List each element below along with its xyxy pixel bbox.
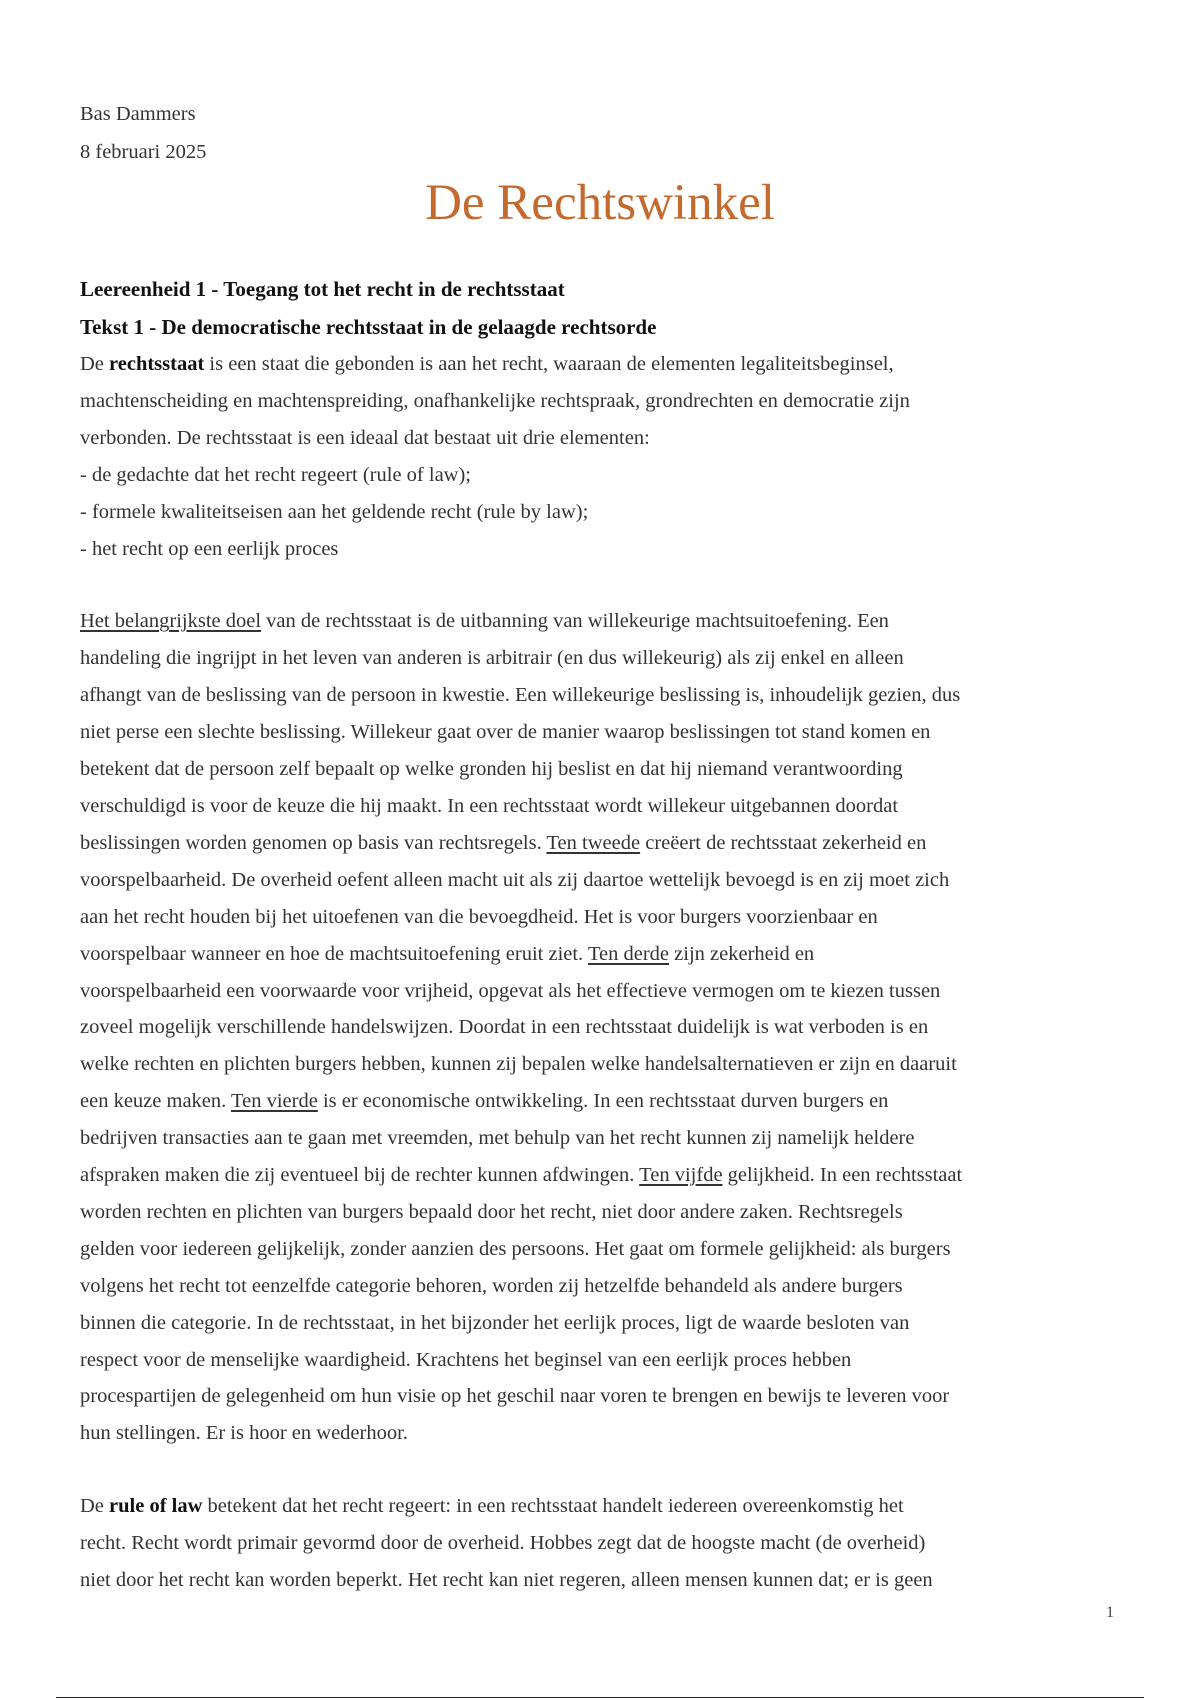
paragraph-line: procespartijen de gelegenheid om hun visie op het geschil naar voren te brengen en bewijs te leveren voor xyxy=(80,1385,950,1408)
paragraph-line: Het belangrijkste doel van de rechtsstaat is de uitbanning van willekeurige machtsuitoefening. Een xyxy=(80,610,889,633)
text-heading: Tekst 1 - De democratische rechtsstaat in de gelaagde rechtsorde xyxy=(80,314,657,339)
paragraph-line: binnen die categorie. In de rechtsstaat, in het bijzonder het eerlijk proces, ligt de waarde besloten van xyxy=(80,1311,910,1334)
list-item: - formele kwaliteitseisen aan het geldende recht (rule by law); xyxy=(80,500,589,523)
paragraph-line: gelden voor iedereen gelijkelijk, zonder aanzien des persoons. Het gaat om formele gelijkheid: als burgers xyxy=(80,1237,951,1260)
paragraph-line: respect voor de menselijke waardigheid. Krachtens het beginsel van een eerlijk proces hebben xyxy=(80,1348,852,1371)
paragraph-line: bedrijven transacties aan te gaan met vreemden, met behulp van het recht kunnen zij namelijk heldere xyxy=(80,1127,915,1150)
list-item: - de gedachte dat het recht regeert (rule of law); xyxy=(80,463,471,486)
paragraph-line: De rule of law betekent dat het recht regeert: in een rechtsstaat handelt iedereen overeenkomstig het xyxy=(80,1495,904,1518)
paragraph-line: voorspelbaarheid. De overheid oefent alleen macht uit als zij daartoe wettelijk bevoegd is en zij moet zich xyxy=(80,868,950,891)
paragraph-line: verschuldigd is voor de keuze die hij maakt. In een rechtsstaat wordt willekeur uitgebannen doordat xyxy=(80,794,899,817)
paragraph-line: voorspelbaarheid een voorwaarde voor vrijheid, opgevat als het effectieve vermogen om te kiezen tussen xyxy=(80,979,941,1002)
paragraph-line: een keuze maken. Ten vierde is er economische ontwikkeling. In een rechtsstaat durven burgers en xyxy=(80,1090,889,1113)
paragraph-line: handeling die ingrijpt in het leven van anderen is arbitrair (en dus willekeurig) als zij enkel en alleen xyxy=(80,647,904,670)
paragraph-rechtsstaat xyxy=(80,346,1120,567)
document-title: De Rechtswinkel xyxy=(425,175,775,231)
underlined-phrase: Ten vijfde xyxy=(639,1164,723,1187)
paragraph-line: hun stellingen. Er is hoor en wederhoor. xyxy=(80,1422,408,1445)
document-page xyxy=(80,95,1120,1599)
unit-heading: Leereenheid 1 - Toegang tot het recht in de rechtsstaat xyxy=(80,277,565,301)
paragraph-line: welke rechten en plichten burgers hebben, kunnen zij bepalen welke handelsalternatieven er zijn en daaruit xyxy=(80,1053,957,1076)
list-item: - het recht op een eerlijk proces xyxy=(80,537,339,560)
paragraph-line: beslissingen worden genomen op basis van rechtsregels. Ten tweede creëert de rechtsstaat zekerheid en xyxy=(80,831,927,854)
paragraph-line: zoveel mogelijk verschillende handelswijzen. Doordat in een rechtsstaat duidelijk is wat verboden is en xyxy=(80,1016,929,1039)
paragraph-line: niet door het recht kan worden beperkt. Het recht kan niet regeren, alleen mensen kunnen dat; er is geen xyxy=(80,1569,933,1592)
underlined-phrase: Ten derde xyxy=(587,942,670,965)
paragraph-line: niet perse een slechte beslissing. Willekeur gaat over de manier waarop beslissingen tot stand komen en xyxy=(80,721,931,744)
paragraph-line: afhangt van de beslissing van de persoon in kwestie. Een willekeurige beslissing is, inhoudelijk gezien, dus xyxy=(80,684,961,707)
underlined-phrase: Ten vierde xyxy=(231,1090,318,1113)
paragraph-line: aan het recht houden bij het uitoefenen van die bevoegdheid. Het is voor burgers voorzienbaar en xyxy=(80,905,878,928)
term-rechtsstaat: rechtsstaat xyxy=(109,353,205,375)
underlined-phrase: Ten tweede xyxy=(546,831,641,854)
document-date: 8 februari 2025 xyxy=(80,141,207,163)
term-rule-of-law: rule of law xyxy=(109,1495,203,1518)
paragraph-line: De rechtsstaat is een staat die gebonden is aan het recht, waaraan de elementen legaliteitsbeginsel, xyxy=(80,353,894,375)
paragraph-line: betekent dat de persoon zelf bepaalt op welke gronden hij beslist en dat hij niemand verantwoording xyxy=(80,758,903,781)
underlined-phrase: Het belangrijkste doel xyxy=(80,610,262,633)
paragraph-line: machtenscheiding en machtenspreiding, onafhankelijke rechtspraak, grondrechten en democratie zijn xyxy=(80,389,910,412)
page-bottom-divider xyxy=(56,1697,1144,1698)
page-number: 1 xyxy=(1106,1604,1114,1621)
paragraph-line: afspraken maken die zij eventueel bij de rechter kunnen afdwingen. Ten vijfde gelijkheid. In een rechtsstaat xyxy=(80,1164,963,1187)
paragraph-line: verbonden. De rechtsstaat is een ideaal dat bestaat uit drie elementen: xyxy=(80,426,650,449)
paragraph-doelen xyxy=(80,603,1120,1452)
paragraph-line: worden rechten en plichten van burgers bepaald door het recht, niet door andere zaken. Rechtsregels xyxy=(80,1200,903,1223)
paragraph-line: recht. Recht wordt primair gevormd door de overheid. Hobbes zegt dat de hoogste macht (de overheid) xyxy=(80,1532,926,1555)
paragraph-line: volgens het recht tot eenzelfde categorie behoren, worden zij hetzelfde behandeld als andere burgers xyxy=(80,1274,903,1297)
paragraph-line: voorspelbaar wanneer en hoe de machtsuitoefening eruit ziet. Ten derde zijn zekerheid en xyxy=(80,942,815,965)
paragraph-rule-of-law xyxy=(80,1488,1120,1599)
author-name: Bas Dammers xyxy=(80,103,196,125)
